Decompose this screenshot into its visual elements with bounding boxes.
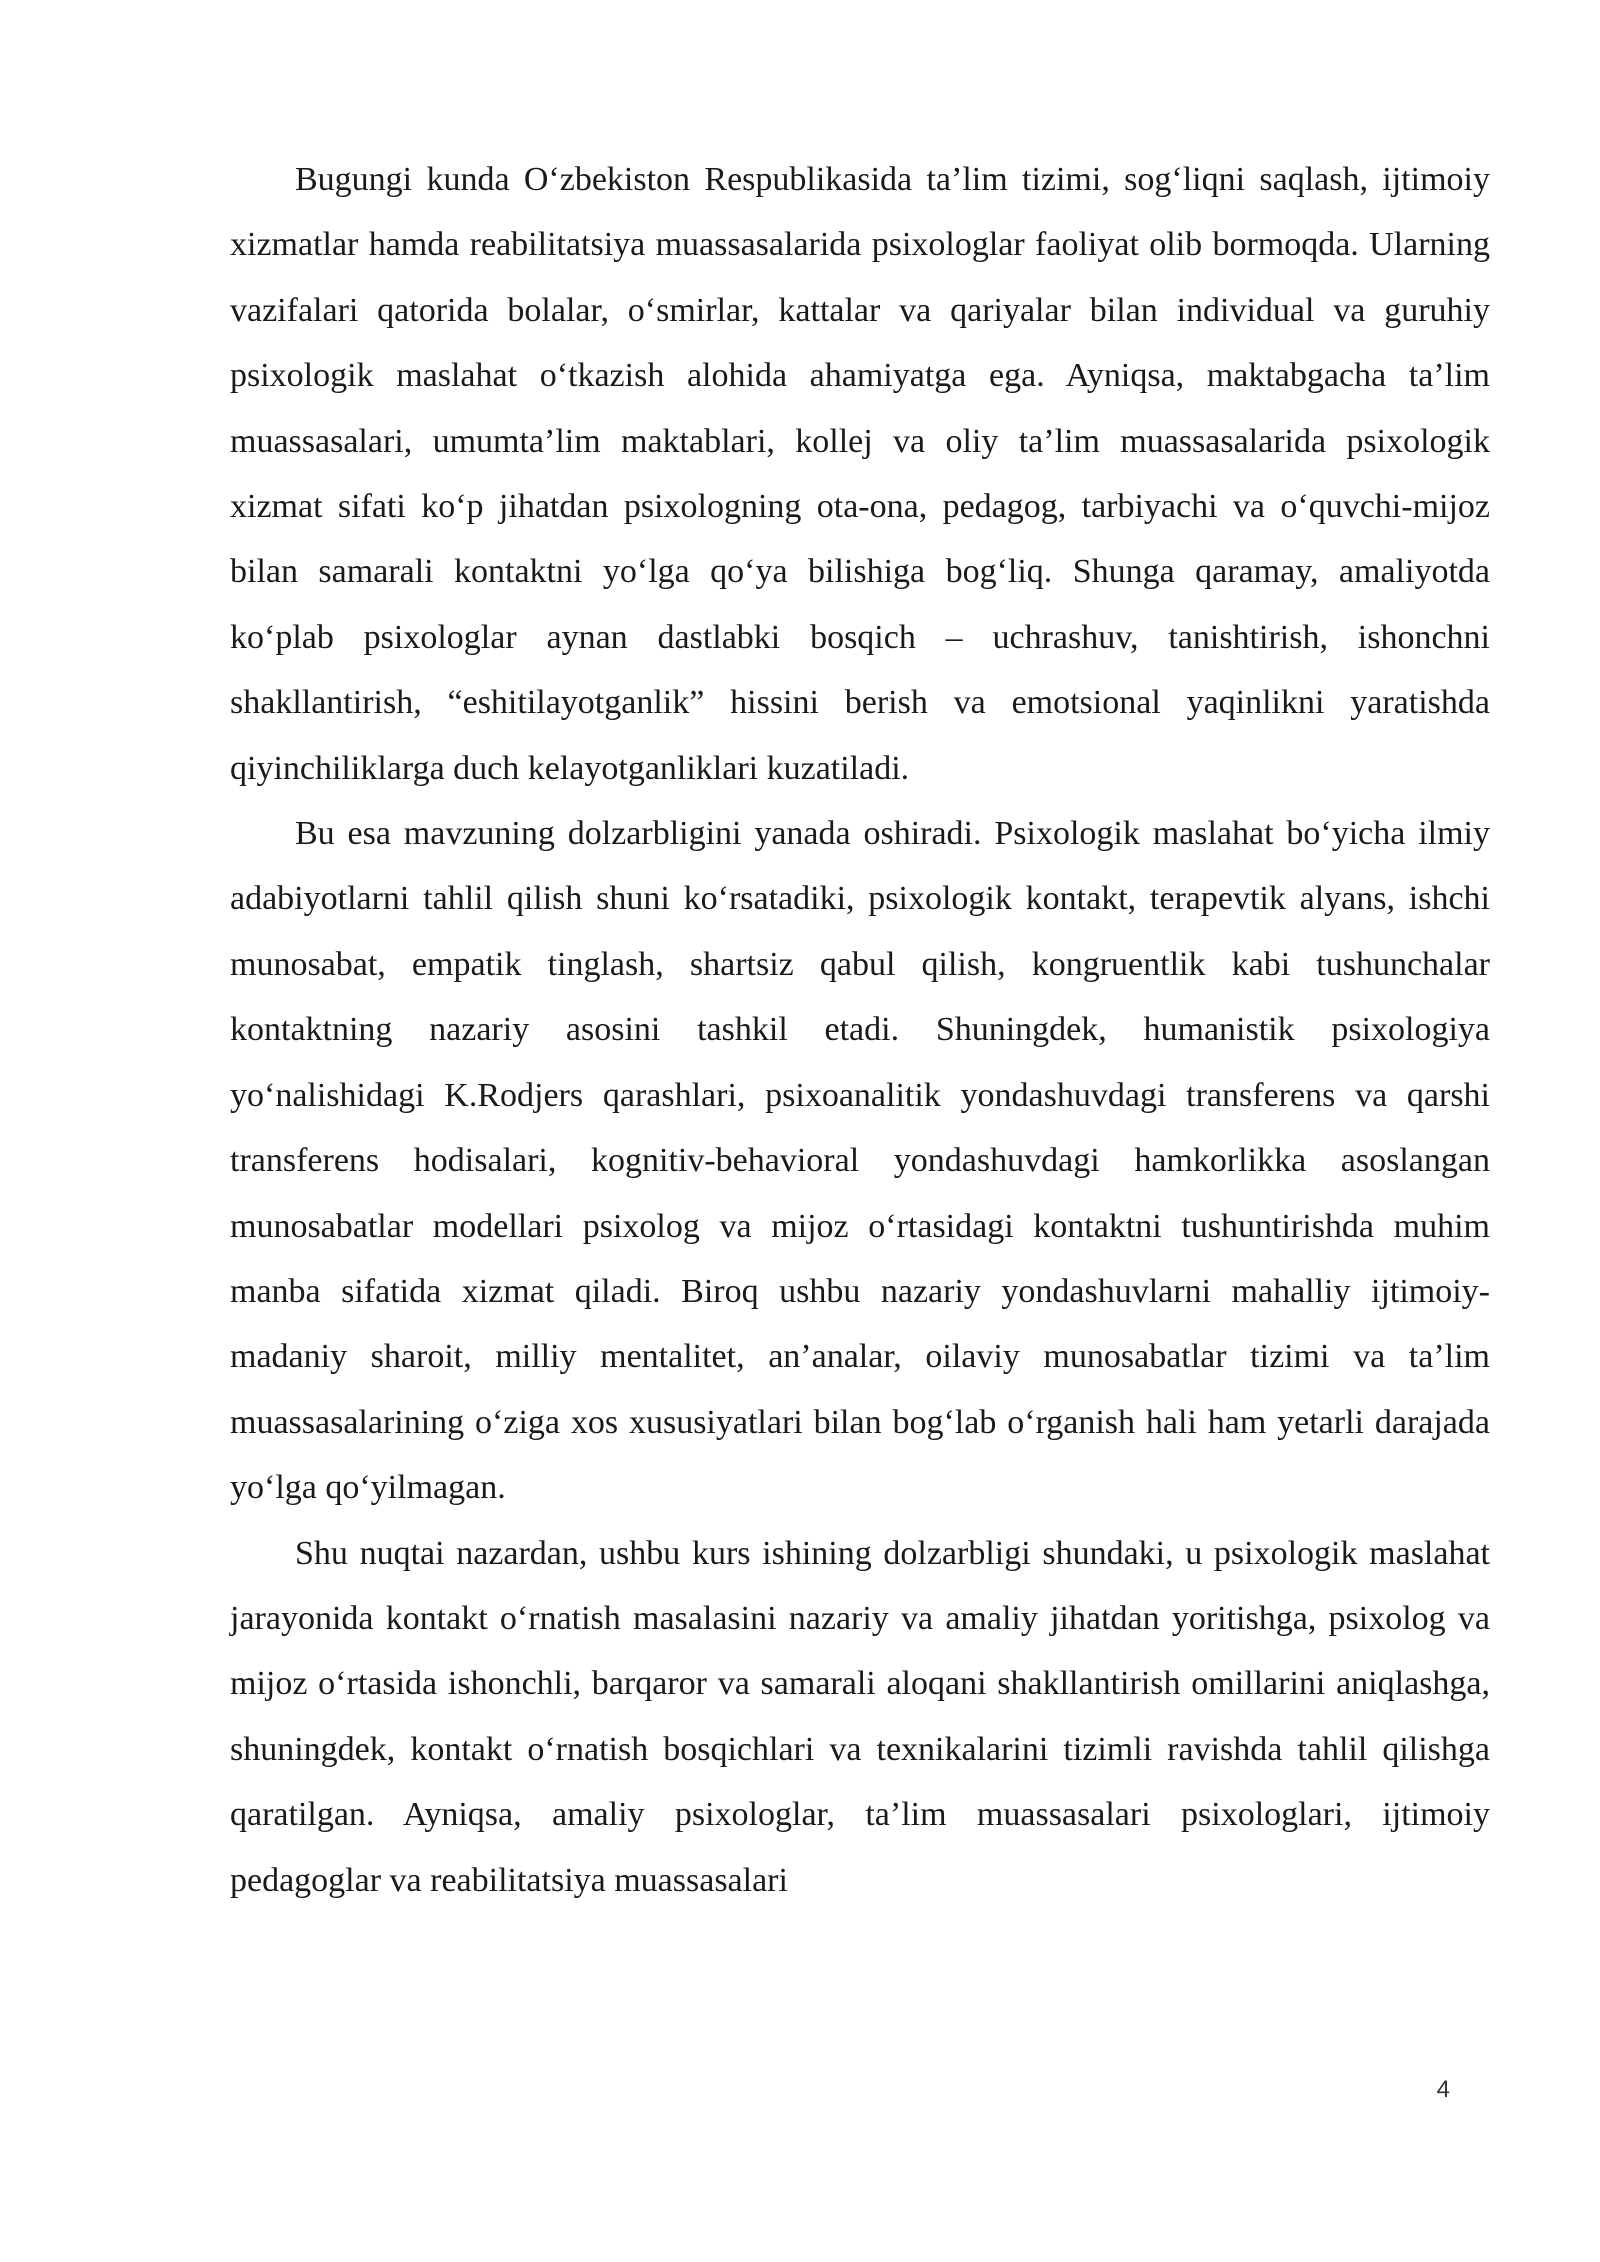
page-number: 4 <box>1436 2076 1450 2103</box>
paragraph-2: Bu esa mavzuning dolzarbligini yanada oshiradi. Psixologik maslahat bo‘yicha ilmiy adabiyotlarni tahlil qilish shuni ko‘rsatadiki, psixologik kontakt, terapevtik alyans, ishchi munosabat, empatik tinglash, shartsiz qabul qilish, kongruentlik kabi tushunchalar kontaktning nazariy asosini tashkil etadi. Shuningdek, humanistik psixologiya yo‘nalishidagi K.Rodjers qarashlari, psixoanalitik yondashuvdagi transferens va qarshi transferens hodisalari, kognitiv-behavioral yondashuvdagi hamkorlikka asoslangan munosabatlar modellari psixolog va mijoz o‘rtasidagi kontaktni tushuntirishda muhim manba sifatida xizmat qiladi. Biroq ushbu nazariy yondashuvlarni mahalliy ijtimoiy-madaniy sharoit, milliy mentalitet, an’analar, oilaviy munosabatlar tizimi va ta’lim muassasalarining o‘ziga xos xususiyatlari bilan bog‘lab o‘rganish hali ham yetarli darajada yo‘lga qo‘yilmagan. <box>230 815 1490 1507</box>
paragraph-3: Shu nuqtai nazardan, ushbu kurs ishining dolzarbligi shundaki, u psixologik maslahat jarayonida kontakt o‘rnatish masalasini nazariy va amaliy jihatdan yoritishga, psixolog va mijoz o‘rtasida ishonchli, barqaror va samarali aloqani shakllantirish omillarini aniqlashga, shuningdek, kontakt o‘rnatish bosqichlari va texnikalarini tizimli ravishda tahlil qilishga qaratilgan. Ayniqsa, amaliy psixologlar, ta’lim muassasalari psixologlari, ijtimoiy pedagoglar va reabilitatsiya muassasalari <box>230 1534 1490 1899</box>
body-text <box>230 147 1490 1913</box>
paragraph-1: Bugungi kunda O‘zbekiston Respublikasida ta’lim tizimi, sog‘liqni saqlash, ijtimoiy xizmatlar hamda reabilitatsiya muassasalarida psixologlar faoliyat olib bormoqda. Ularning vazifalari qatorida bolalar, o‘smirlar, kattalar va qariyalar bilan individual va guruhiy psixologik maslahat o‘tkazish alohida ahamiyatga ega. Ayniqsa, maktabgacha ta’lim muassasalari, umumta’lim maktablari, kollej va oliy ta’lim muassasalarida psixologik xizmat sifati ko‘p jihatdan psixologning ota-ona, pedagog, tarbiyachi va o‘quvchi-mijoz bilan samarali kontaktni yo‘lga qo‘ya bilishiga bog‘liq. Shunga qaramay, amaliyotda ko‘plab psixologlar aynan dastlabki bosqich – uchrashuv, tanishtirish, ishonchni shakllantirish, “eshitilayotganlik” hissini berish va emotsional yaqinlikni yaratishda qiyinchiliklarga duch kelayotganliklari kuzatiladi. <box>230 161 1490 787</box>
